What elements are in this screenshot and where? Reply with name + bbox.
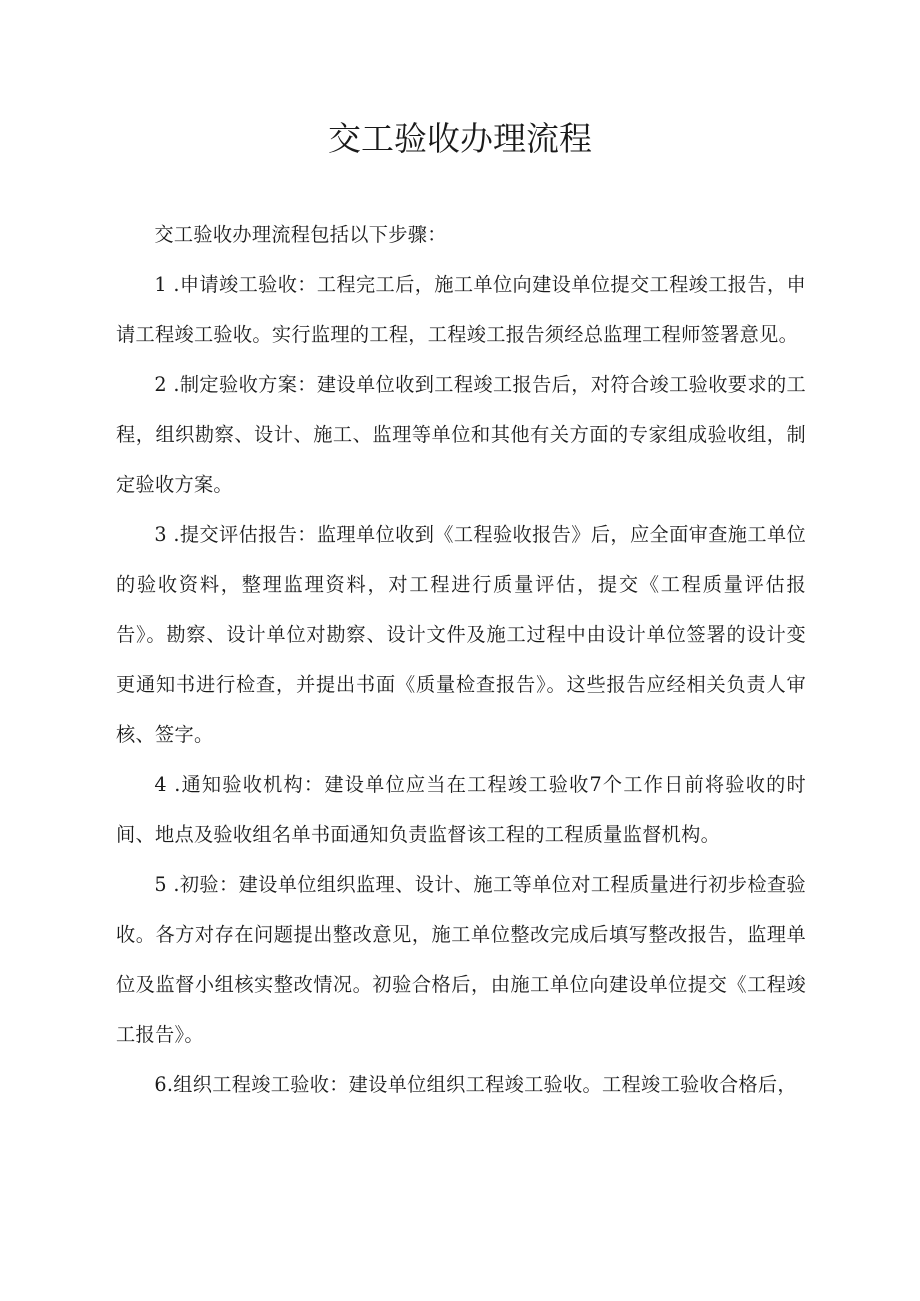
step-2-paragraph: 2 .制定验收方案：建设单位收到工程竣工报告后，对符合竣工验收要求的工程，组织勘察、设计、施工、监理等单位和其他有关方面的专家组成验收组，制定验收方案。 xyxy=(116,373,806,496)
step-6-paragraph: 6.组织工程竣工验收：建设单位组织工程竣工验收。工程竣工验收合格后， xyxy=(154,1073,797,1096)
document-body xyxy=(116,210,806,1110)
intro-paragraph: 交工验收办理流程包括以下步骤： xyxy=(154,223,447,246)
step-3-paragraph: 3 .提交评估报告：监理单位收到《工程验收报告》后，应全面审查施工单位的验收资料，整理监理资料，对工程进行质量评估，提交《工程质量评估报告》。勘察、设计单位对勘察、设计文件及施工过程中由设计单位签署的设计变更通知书进行检查，并提出书面《质量检查报告》。这些报告应经相关负责人审核、签字。 xyxy=(116,523,806,746)
step-4-paragraph: 4 .通知验收机构：建设单位应当在工程竣工验收7个工作日前将验收的时间、地点及验收组名单书面通知负责监督该工程的工程质量监督机构。 xyxy=(116,773,806,846)
step-5-paragraph: 5 .初验：建设单位组织监理、设计、施工等单位对工程质量进行初步检查验收。各方对存在问题提出整改意见，施工单位整改完成后填写整改报告，监理单位及监督小组核实整改情况。初验合格后，由施工单位向建设单位提交《工程竣工报告》。 xyxy=(116,873,806,1046)
document-title: 交工验收办理流程 xyxy=(328,119,592,158)
step-1-paragraph: 1 .申请竣工验收：工程完工后，施工单位向建设单位提交工程竣工报告，申请工程竣工验收。实行监理的工程，工程竣工报告须经总监理工程师签署意见。 xyxy=(116,273,806,346)
